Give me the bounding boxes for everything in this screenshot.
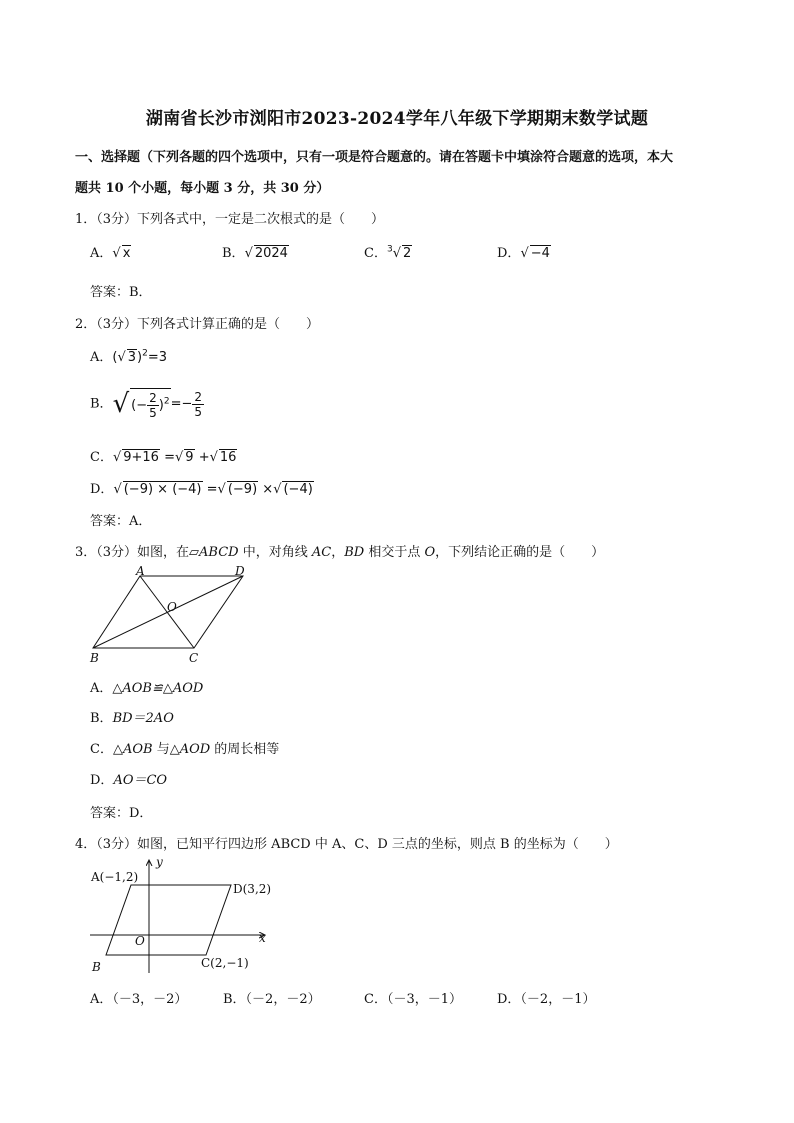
q3-option-c	[90, 738, 279, 757]
times: ×	[258, 482, 274, 497]
q1-option-b-radicand: 2024	[254, 246, 288, 261]
sqrt-sign: √	[112, 389, 130, 419]
sqrt-sign: √	[209, 450, 218, 465]
equals: =	[202, 482, 218, 497]
sqrt-sign: √	[217, 482, 226, 497]
q1-option-c-radicand: 2	[402, 246, 412, 261]
q2-option-b	[90, 388, 204, 420]
denominator: 5	[149, 406, 157, 420]
q1-option-a	[90, 242, 131, 261]
point-label-c: C(2,−1)	[201, 956, 249, 970]
numerator: 2	[149, 391, 157, 405]
q1-option-c	[364, 242, 412, 261]
sqrt-sign: √	[112, 450, 122, 465]
q1-stem: 1．（3分）下列各式中，一定是二次根式的是（ ）	[75, 212, 385, 227]
q3-stem-pre: 3．（3分）如图，在▱	[75, 545, 200, 560]
q3-option-d-label: D．	[90, 773, 114, 788]
q1-option-c-label: C．	[364, 246, 387, 261]
q3-option-b-label: B．	[90, 711, 113, 726]
q2-option-c-radicand-1: 9+16	[123, 450, 159, 465]
denominator: 5	[194, 404, 202, 419]
q1-option-a-label: A．	[90, 246, 113, 261]
q3-option-a-label: A．	[90, 681, 113, 696]
q3-stem-ac: AC	[311, 545, 332, 560]
q1-option-b	[222, 242, 289, 261]
fraction	[192, 390, 204, 419]
q2-option-d-radicand-1: (−9) × (−4)	[123, 482, 202, 497]
q1-option-c-index: 3	[386, 244, 393, 255]
q3-parallelogram-figure	[85, 565, 265, 665]
q3-option-c-part4: 的周长相等	[210, 742, 280, 757]
paren-close: )	[137, 350, 143, 365]
q4-option-c: C．（－3，－1）	[364, 992, 462, 1007]
sqrt-sign: √	[273, 482, 282, 497]
sqrt-sign: √	[175, 450, 184, 465]
vertex-label-d: D	[235, 565, 245, 578]
paren-close: )	[158, 398, 164, 413]
y-axis-label: y	[156, 855, 163, 869]
q3-option-b	[90, 707, 174, 726]
sqrt-sign: √	[520, 246, 529, 261]
numerator: 2	[194, 389, 202, 404]
q2-stem: 2．（3分）下列各式计算正确的是（ ）	[75, 317, 320, 332]
sqrt-sign: √	[117, 350, 126, 365]
q2-answer: 答案：A．	[90, 514, 152, 529]
q2-option-a-rhs: =3	[147, 350, 168, 365]
q3-answer: 答案：D．	[90, 806, 153, 821]
q3-stem-abcd: ABCD	[199, 545, 239, 560]
page-title: 湖南省长沙市浏阳市2023-2024学年八年级下学期期末数学试题	[145, 109, 649, 129]
q1-option-b-label: B．	[222, 246, 245, 261]
vertex-label-a: A	[136, 565, 145, 578]
exponent: 2	[142, 348, 148, 359]
q3-stem-post: 相交于点	[364, 545, 425, 560]
q2-option-c-radicand-2: 9	[185, 450, 194, 465]
equals-minus: =−	[170, 396, 193, 412]
paren-open: (	[112, 350, 118, 365]
q3-stem-mid: 中，对角线	[238, 545, 312, 560]
sqrt-sign: √	[112, 246, 121, 261]
q3-option-d	[90, 769, 167, 788]
q2-option-d-radicand-2: (−9)	[227, 482, 258, 497]
x-axis-label: x	[259, 931, 266, 945]
q3-option-c-part3: AOD	[179, 742, 211, 757]
q1-option-d	[497, 242, 551, 261]
section-heading-line1: 一、选择题（下列各题的四个选项中，只有一项是符合题意的。请在答题卡中填涂符合题意的选项，本大	[75, 150, 674, 165]
q1-answer: 答案：B．	[90, 285, 152, 300]
fraction	[147, 391, 159, 420]
q2-option-c-radicand-3: 16	[219, 450, 237, 465]
point-label-a: A(−1,2)	[91, 870, 139, 884]
q3-option-c-part1: △AOB	[112, 742, 153, 757]
q2-option-b-radicand	[130, 388, 170, 420]
q3-option-a-text: △AOB≌△AOD	[112, 681, 204, 696]
point-label-d: D(3,2)	[233, 882, 272, 896]
sqrt-sign: √	[392, 246, 401, 261]
sqrt-sign: √	[244, 246, 253, 261]
q3-stem-comma: ，	[331, 545, 345, 560]
sqrt-sign: √	[113, 482, 122, 497]
q2-option-b-label: B．	[90, 396, 113, 412]
paren-open: (−	[131, 398, 148, 413]
point-label-b: B	[92, 960, 101, 974]
center-label-o: O	[167, 600, 177, 614]
q3-option-a	[90, 677, 203, 696]
q1-option-d-radicand: −4	[530, 246, 550, 261]
q2-option-a	[90, 346, 167, 365]
plus: +	[194, 450, 210, 465]
origin-label-o: O	[135, 934, 145, 948]
q3-stem	[75, 541, 604, 560]
q3-stem-o: O	[424, 545, 436, 560]
q2-option-a-radicand: 3	[127, 350, 137, 365]
section-heading-line2: 题共 10 个小题，每小题 3 分，共 30 分）	[75, 181, 330, 196]
parallelogram-abcd	[106, 885, 231, 955]
q2-option-d-radicand-3: (−4)	[283, 482, 313, 497]
q1-option-d-label: D．	[497, 246, 521, 261]
q4-stem: 4．（3分）如图，已知平行四边形 ABCD 中 A、C、D 三点的坐标，则点 B 的坐标为（ ）	[75, 837, 618, 852]
q3-option-d-text: AO＝CO	[113, 773, 168, 788]
q4-option-d: D．（－2，－1）	[497, 992, 596, 1007]
q1-option-a-radicand: x	[122, 246, 131, 261]
q4-option-a: A．（－3，－2）	[90, 992, 188, 1007]
q3-stem-end: ，下列结论正确的是（ ）	[435, 545, 605, 560]
equals: =	[159, 450, 175, 465]
q2-option-d-label: D．	[90, 482, 114, 497]
q2-option-d	[90, 478, 314, 497]
q3-option-c-part2: 与△	[152, 742, 180, 757]
exponent: 2	[163, 396, 170, 407]
q2-option-c-label: C．	[90, 450, 113, 465]
q3-option-b-text: BD＝2AO	[112, 711, 174, 726]
q3-stem-bd: BD	[344, 545, 365, 560]
vertex-label-b: B	[90, 651, 99, 665]
q3-option-c-label: C．	[90, 742, 113, 757]
q4-coordinate-figure	[85, 855, 285, 980]
q2-option-c	[90, 446, 237, 465]
vertex-label-c: C	[189, 651, 199, 665]
q2-option-a-label: A．	[90, 350, 113, 365]
q4-option-b: B．（－2，－2）	[223, 992, 321, 1007]
